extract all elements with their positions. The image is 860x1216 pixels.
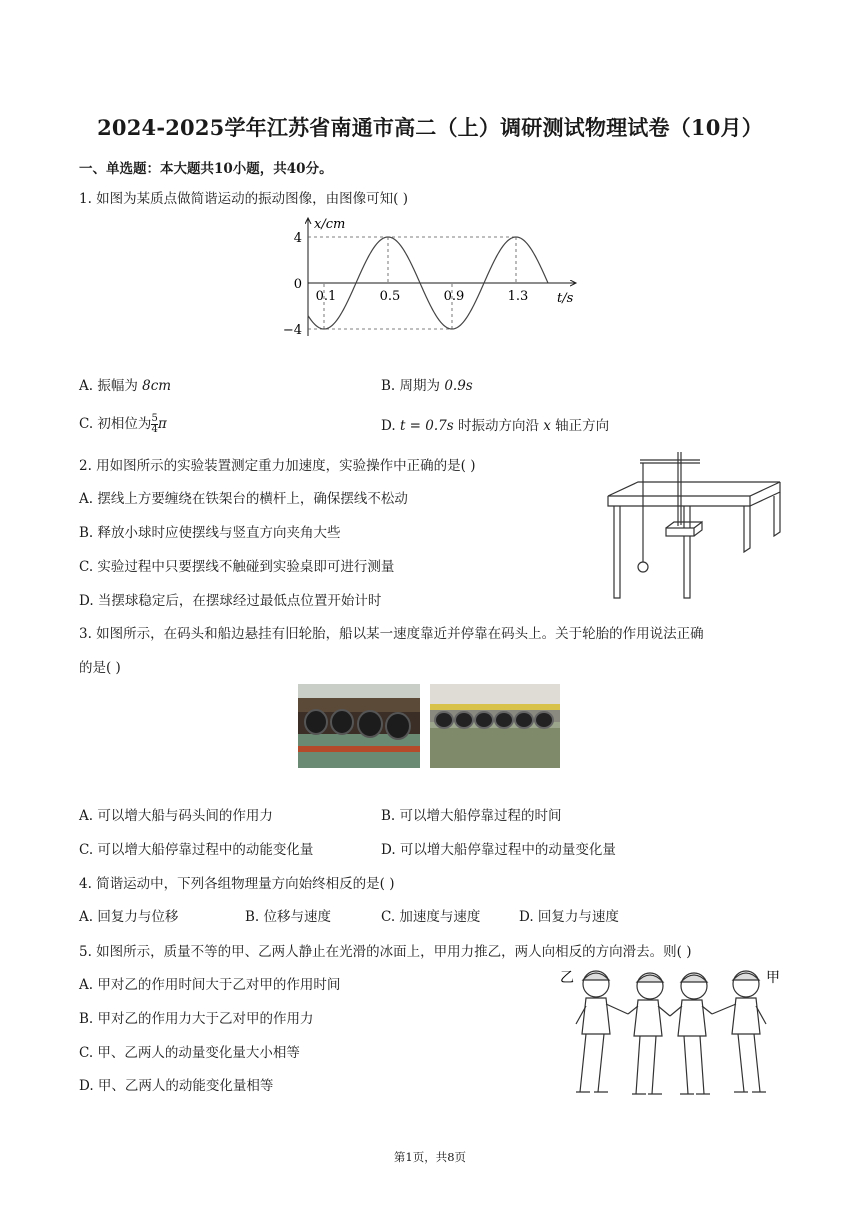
- y-axis-label: x/cm: [314, 217, 346, 232]
- fraction-numerator: 5: [151, 413, 158, 424]
- y-tick-label: 0: [293, 277, 302, 292]
- q4-stem: 4. 简谐运动中，下列各组物理量方向始终相反的是( ): [79, 876, 395, 892]
- q2-option-d[interactable]: D. 当摆球稳定后，在摆球经过最低点位置开始计时: [79, 593, 382, 609]
- dock-tires-photo-left: [298, 684, 420, 768]
- q3-option-c[interactable]: C. 可以增大船停靠过程中的动能变化量: [79, 842, 314, 858]
- q5-option-c[interactable]: C. 甲、乙两人的动量变化量大小相等: [79, 1045, 300, 1061]
- q4-option-c[interactable]: C. 加速度与速度: [381, 909, 481, 925]
- x-tick-label: 0.9: [443, 289, 465, 304]
- q4-option-d[interactable]: D. 回复力与速度: [519, 909, 619, 925]
- q1-option-a-text: A. 振幅为: [79, 378, 138, 394]
- q4-option-b[interactable]: B. 位移与速度: [245, 909, 332, 925]
- q1-vibration-graph: [278, 212, 588, 342]
- q5-option-a[interactable]: A. 甲对乙的作用时间大于乙对甲的作用时间: [79, 977, 341, 993]
- q3-option-d[interactable]: D. 可以增大船停靠过程中的动量变化量: [381, 842, 616, 858]
- q2-option-b[interactable]: B. 释放小球时应使摆线与竖直方向夹角大些: [79, 525, 341, 541]
- q1-option-d-time: t = 0.7s: [399, 418, 454, 434]
- q1-option-d[interactable]: [381, 416, 609, 436]
- q5-option-b[interactable]: B. 甲对乙的作用力大于乙对甲的作用力: [79, 1011, 314, 1027]
- y-tick-label: −4: [282, 323, 302, 338]
- q1-option-c-text: C. 初相位为: [79, 416, 152, 432]
- label-jia: 甲: [766, 970, 780, 986]
- q1-option-b-text: B. 周期为: [381, 378, 441, 394]
- page-title: 2024-2025学年江苏省南通市高二（上）调研测试物理试卷（10月）: [97, 115, 763, 140]
- q5-stem: 5. 如图所示，质量不等的甲、乙两人静止在光滑的冰面上，甲用力推乙，两人向相反的方向滑去。则( ): [79, 944, 692, 960]
- q3-stem-line2: 的是( ): [79, 660, 121, 676]
- q1-option-a-value: 8cm: [142, 378, 172, 394]
- q1-stem: 1. 如图为某质点做简谐运动的振动图像，由图像可知( ): [79, 191, 408, 207]
- q1-option-b-value: 0.9s: [444, 378, 473, 394]
- ice-skaters-figure: [556, 964, 788, 1102]
- q3-option-a[interactable]: A. 可以增大船与码头间的作用力: [79, 808, 273, 824]
- pi-symbol: π: [157, 416, 167, 432]
- q3-stem-line1: 3. 如图所示，在码头和船边悬挂有旧轮胎，船以某一速度靠近并停靠在码头上。关于轮胎的作用说法正确: [79, 626, 704, 642]
- section-heading: 一、单选题：本大题共10小题，共40分。: [79, 161, 333, 177]
- q1-option-d-axis: x: [543, 418, 551, 434]
- q1-option-b[interactable]: [381, 376, 473, 396]
- page-footer: 第1页，共8页: [393, 1150, 467, 1164]
- y-tick-label: 4: [293, 231, 302, 246]
- q1-option-d-mid: 时振动方向沿: [453, 418, 544, 434]
- x-tick-label: 0.5: [379, 289, 401, 304]
- pendulum-apparatus-figure: [604, 448, 784, 604]
- q3-option-b[interactable]: B. 可以增大船停靠过程的时间: [381, 808, 562, 824]
- label-yi: 乙: [560, 970, 574, 986]
- q2-option-a[interactable]: A. 摆线上方要缠绕在铁架台的横杆上，确保摆线不松动: [79, 491, 408, 507]
- x-axis-label: t/s: [557, 291, 574, 306]
- q4-option-a[interactable]: A. 回复力与位移: [79, 909, 179, 925]
- q1-option-a[interactable]: [79, 376, 171, 396]
- q5-option-d[interactable]: D. 甲、乙两人的动能变化量相等: [79, 1078, 274, 1094]
- q1-option-c[interactable]: [79, 414, 167, 435]
- x-tick-label: 1.3: [507, 289, 529, 304]
- q1-option-d-prefix: D.: [381, 418, 400, 434]
- dock-tires-photo-right: [430, 684, 560, 768]
- fraction-denominator: 4: [151, 424, 158, 435]
- x-tick-label: 0.1: [315, 289, 337, 304]
- q2-stem: 2. 用如图所示的实验装置测定重力加速度，实验操作中正确的是( ): [79, 458, 476, 474]
- q2-option-c[interactable]: C. 实验过程中只要摆线不触碰到实验桌即可进行测量: [79, 559, 395, 575]
- q1-option-d-post: 轴正方向: [550, 418, 610, 434]
